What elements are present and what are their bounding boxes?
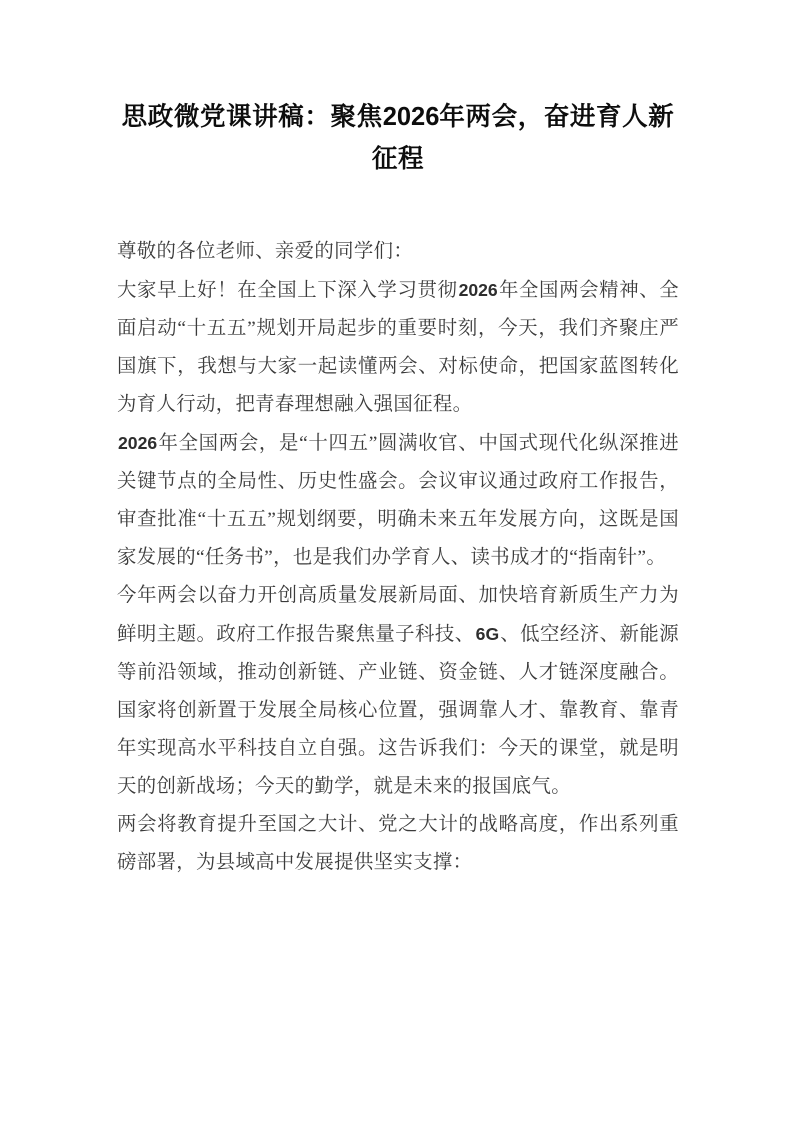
paragraph-opening: 大家早上好！在全国上下深入学习贯彻2026年全国两会精神、全面启动“十五五”规划开局起步的重要时刻，今天，我们齐聚庄严国旗下，我想与大家一起读懂两会、对标使命，把国家蓝图转化为育人行动，把青春理想融入强国征程。 (117, 280, 679, 415)
page-title: 思政微党课讲稿：聚焦2026年两会，奋进育人新征程 (121, 102, 675, 173)
year-2026-inline: 2026 (458, 280, 498, 300)
paragraph-two-sessions-significance: 2026年全国两会，是“十四五”圆满收官、中国式现代化纵深推进关键节点的全局性、历史性盛会。会议审议通过政府工作报告，审查批准“十五五”规划纲要，明确未来五年发展方向，这既是国家发展的“任务书”，也是我们办学育人、读书成才的“指南针”。 (117, 433, 679, 568)
paragraph-container (117, 179, 679, 882)
document-body (117, 0, 679, 882)
tech-term-6g: 6G (475, 624, 500, 644)
paragraph-theme-innovation: 今年两会以奋力开创高质量发展新局面、加快培育新质生产力为鲜明主题。政府工作报告聚焦量子科技、6G、低空经济、新能源等前沿领域，推动创新链、产业链、资金链、人才链深度融合。国家将创新置于发展全局核心位置，强调靠人才、靠教育、靠青年实现高水平科技自立自强。这告诉我们：今天的课堂，就是明天的创新战场；今天的勤学，就是未来的报国底气。 (117, 585, 679, 797)
year-2026-leading: 2026 (118, 433, 158, 453)
paragraph-education-strategy: 两会将教育提升至国之大计、党之大计的战略高度，作出系列重磅部署，为县域高中发展提供坚实支撑： (117, 814, 679, 873)
paragraph-salutation: 尊敬的各位老师、亲爱的同学们： (117, 241, 414, 262)
title-year-2026: 2026 (382, 103, 440, 131)
